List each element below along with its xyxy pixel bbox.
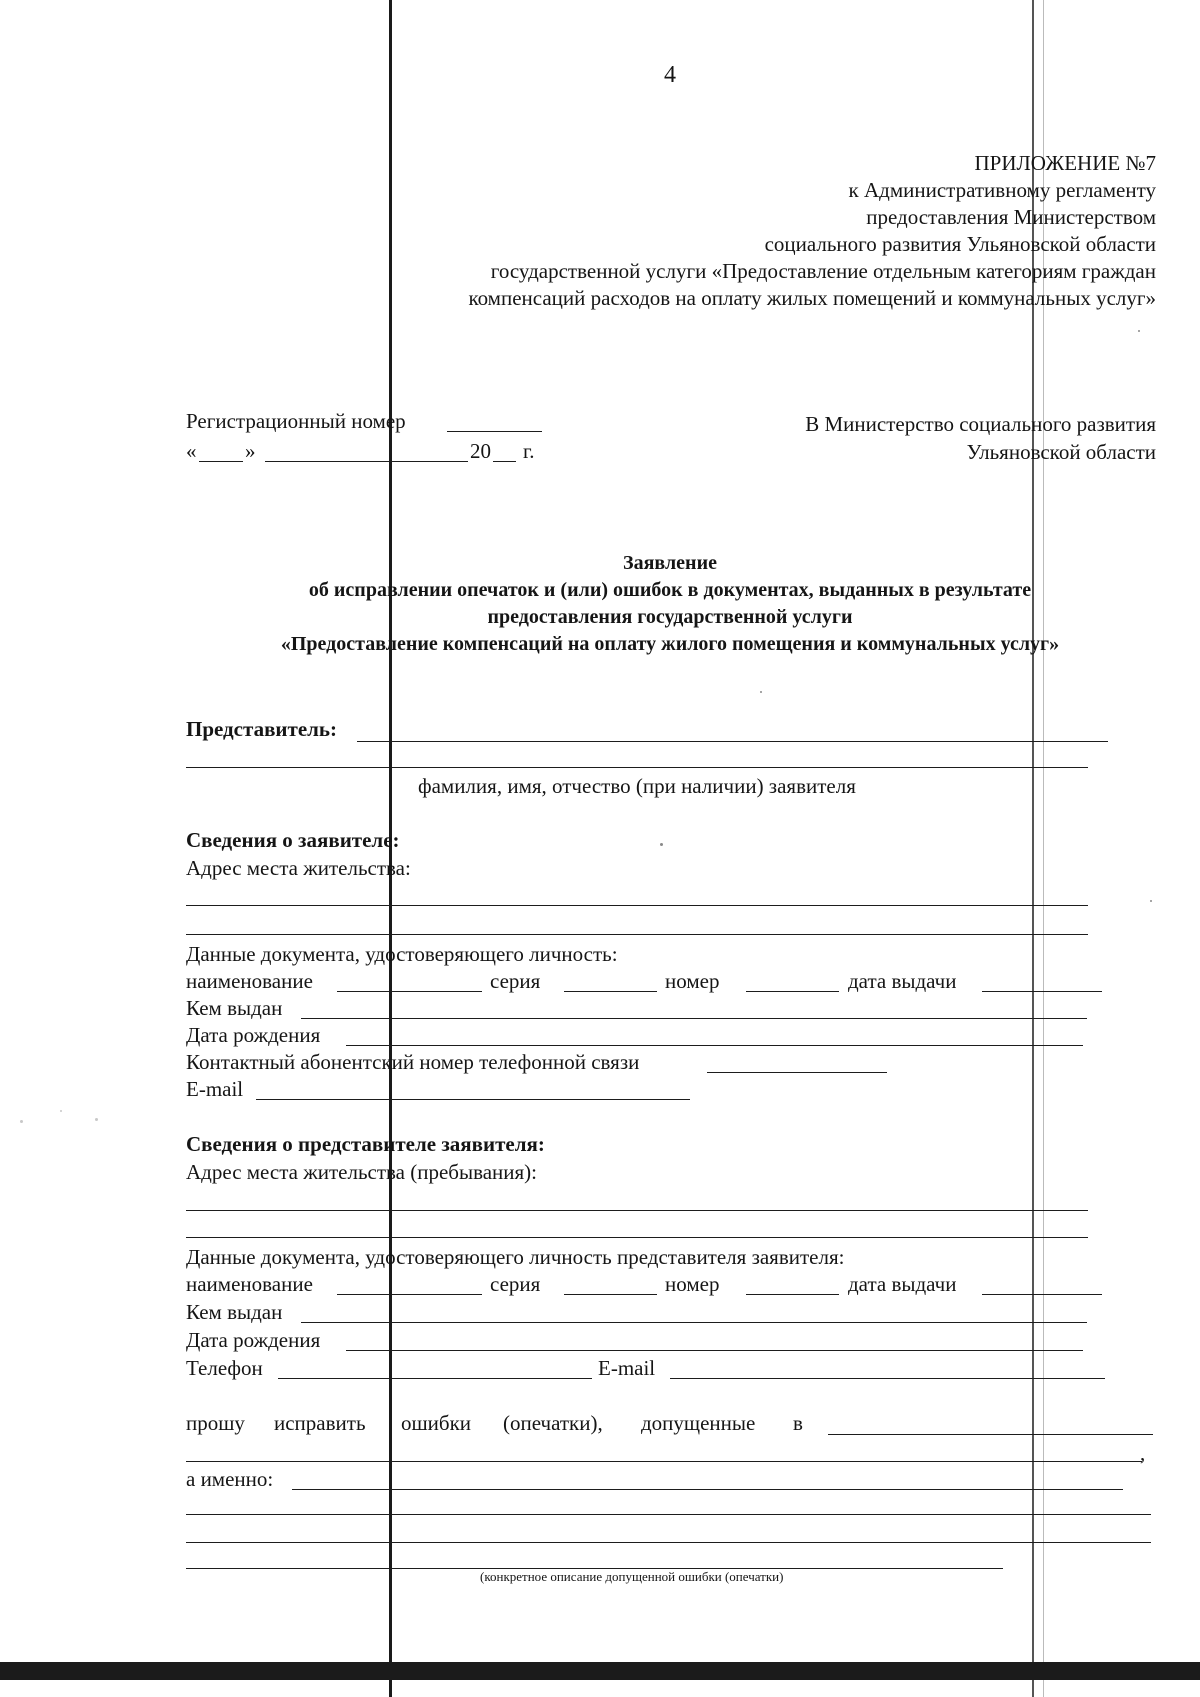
rep-info-birth-field[interactable] [346,1350,1083,1351]
namely-field-2[interactable] [186,1514,1151,1515]
document-heading-line-4: «Предоставление компенсаций на оплату жилого помещения и коммунальных услуг» [280,633,1060,655]
date-year-field[interactable] [493,461,516,462]
date-year-prefix: 20 [470,439,491,463]
request-word-5: допущенные [641,1411,756,1435]
request-word-1: прошу [186,1411,245,1435]
rep-info-email-field[interactable] [670,1378,1105,1379]
namely-label: а именно: [186,1467,274,1491]
request-word-2: исправить [274,1411,366,1435]
applicant-address-field-2[interactable] [186,934,1088,935]
document-title: Заявление [623,552,717,574]
rep-info-email-label: E-mail [598,1356,656,1380]
rep-info-doc-number-label: номер [665,1272,720,1296]
request-word-4: (опечатки), [503,1411,603,1435]
document-heading-line-2: об исправлении опечаток и (или) ошибок в документах, выданных в результате [308,579,1032,601]
scan-speck [660,843,663,846]
rep-info-doc-issue-date-label: дата выдачи [848,1272,957,1296]
rep-info-address-field-1[interactable] [186,1210,1088,1211]
rep-info-issued-by-label: Кем выдан [186,1300,283,1324]
representative-field-line-2[interactable] [186,767,1088,768]
representative-field[interactable] [357,741,1108,742]
applicant-doc-issue-date-label: дата выдачи [848,969,957,993]
scan-speck [60,1110,62,1112]
date-close-quote: » [245,439,256,463]
date-day-field[interactable] [199,461,243,462]
applicant-phone-field[interactable] [707,1072,887,1073]
appendix-line-3: предоставления Министерством [866,205,1156,229]
applicant-phone-label: Контактный абонентский номер телефонной связи [186,1050,640,1074]
date-year-suffix: г. [523,439,535,463]
applicant-doc-name-label: наименование [186,969,313,993]
request-word-3: ошибки [401,1411,472,1435]
rep-info-doc-name-field[interactable] [337,1294,482,1295]
namely-field-1[interactable] [292,1489,1123,1490]
rep-info-heading: Сведения о представителе заявителя: [186,1132,545,1156]
representative-label: Представитель: [186,717,338,741]
registration-number-field[interactable] [447,431,542,432]
applicant-doc-label: Данные документа, удостоверяющего личность: [186,942,618,966]
appendix-line-4: социального развития Ульяновской области [764,232,1156,256]
applicant-issued-by-label: Кем выдан [186,996,283,1020]
scan-bottom-bar [0,1662,1200,1680]
request-comma: , [1140,1441,1146,1465]
registration-number-label: Регистрационный номер [186,409,406,433]
appendix-line-2: к Административному регламенту [848,178,1156,202]
rep-info-issued-by-field[interactable] [301,1322,1087,1323]
page-number: 4 [664,62,676,88]
applicant-doc-issue-date-field[interactable] [982,991,1102,992]
appendix-line-1: ПРИЛОЖЕНИЕ №7 [974,151,1156,175]
appendix-line-5: государственной услуги «Предоставление отдельным категориям граждан [490,259,1156,283]
rep-info-phone-label: Телефон [186,1356,263,1380]
scan-speck [20,1120,23,1123]
scan-speck [95,1118,98,1121]
applicant-email-label: E-mail [186,1077,244,1101]
request-document-field-1[interactable] [828,1434,1153,1435]
applicant-doc-series-label: серия [490,969,541,993]
request-word-6: в [793,1411,803,1435]
rep-info-phone-field[interactable] [278,1378,592,1379]
rep-info-doc-issue-date-field[interactable] [982,1294,1102,1295]
rep-info-doc-series-field[interactable] [564,1294,657,1295]
scan-speck [1150,900,1152,902]
rep-info-doc-name-label: наименование [186,1272,313,1296]
rep-info-doc-number-field[interactable] [746,1294,839,1295]
applicant-doc-name-field[interactable] [337,991,482,992]
rep-info-birth-label: Дата рождения [186,1328,321,1352]
applicant-email-field[interactable] [256,1099,690,1100]
applicant-heading: Сведения о заявителе: [186,828,400,852]
representative-caption: фамилия, имя, отчество (при наличии) заявителя [418,774,856,798]
applicant-birth-label: Дата рождения [186,1023,321,1047]
rep-info-address-label: Адрес места жительства (пребывания): [186,1160,538,1184]
namely-caption: (конкретное описание допущенной ошибки (опечатки) [480,1569,784,1584]
applicant-doc-number-field[interactable] [746,991,839,992]
namely-field-3[interactable] [186,1542,1151,1543]
addressee-line-2: Ульяновской области [966,440,1156,464]
scan-speck [1138,330,1140,332]
applicant-birth-field[interactable] [346,1045,1083,1046]
scan-speck [760,691,762,693]
rep-info-address-field-2[interactable] [186,1237,1088,1238]
appendix-line-6: компенсаций расходов на оплату жилых помещений и коммунальных услуг» [468,286,1156,310]
applicant-doc-series-field[interactable] [564,991,657,992]
applicant-doc-number-label: номер [665,969,720,993]
applicant-address-field-1[interactable] [186,905,1088,906]
date-open-quote: « [186,439,197,463]
applicant-issued-by-field[interactable] [301,1018,1087,1019]
rep-info-doc-label: Данные документа, удостоверяющего личность представителя заявителя: [186,1245,845,1269]
document-heading-line-3: предоставления государственной услуги [487,606,853,628]
request-document-field-2[interactable] [186,1461,1142,1462]
applicant-address-label: Адрес места жительства: [186,856,411,880]
addressee-line-1: В Министерство социального развития [805,412,1156,436]
date-month-field[interactable] [265,461,468,462]
rep-info-doc-series-label: серия [490,1272,541,1296]
